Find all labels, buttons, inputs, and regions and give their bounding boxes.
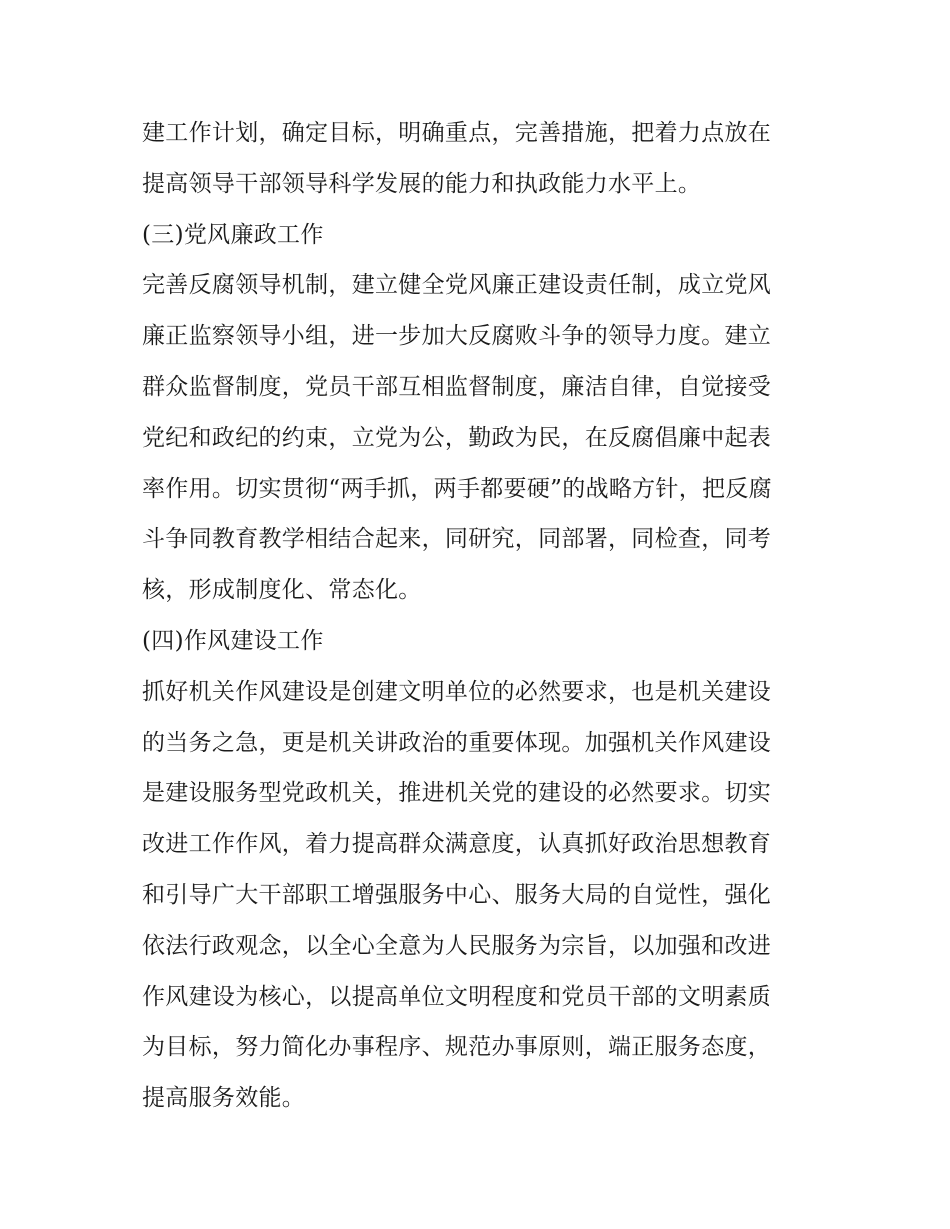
body-text-line: 提高服务效能。 — [142, 1085, 306, 1112]
section-heading-work-style: (四)作风建设工作 — [142, 627, 324, 654]
body-text-line: 群众监督制度，党员干部互相监督制度，廉洁自律，自觉接受 — [142, 373, 772, 400]
body-text-line: 是建设服务型党政机关，推进机关党的建设的必然要求。切实 — [142, 780, 772, 807]
body-text-line: 和引导广大干部职工增强服务中心、服务大局的自觉性，强化 — [142, 881, 772, 908]
body-text-line: 提高领导干部领导科学发展的能力和执政能力水平上。 — [142, 170, 702, 197]
body-text-line: 廉正监察领导小组，进一步加大反腐败斗争的领导力度。建立 — [142, 323, 772, 350]
body-text-line: 作风建设为核心，以提高单位文明程度和党员干部的文明素质 — [142, 983, 772, 1010]
body-text-line: 完善反腐领导机制，建立健全党风廉正建设责任制，成立党风 — [142, 272, 772, 299]
body-text-line: 改进工作作风，着力提高群众满意度，认真抓好政治思想教育 — [142, 831, 772, 858]
document-body — [142, 108, 822, 1124]
body-text-line: 依法行政观念，以全心全意为人民服务为宗旨，以加强和改进 — [142, 932, 772, 959]
body-text-line: 建工作计划，确定目标，明确重点，完善措施，把着力点放在 — [142, 120, 772, 146]
body-text-line: 为目标，努力简化办事程序、规范办事原则，端正服务态度， — [142, 1034, 772, 1061]
body-text-line: 党纪和政纪的约束，立党为公，勤政为民，在反腐倡廉中起表 — [142, 424, 772, 451]
body-text-line: 的当务之急，更是机关讲政治的重要体现。加强机关作风建设 — [142, 729, 772, 756]
body-text-line: 核，形成制度化、常态化。 — [142, 577, 422, 604]
section-heading-party-integrity: (三)党风廉政工作 — [142, 221, 324, 248]
body-text-line: 率作用。切实贯彻“两手抓，两手都要硬”的战略方针，把反腐 — [142, 475, 772, 502]
body-text-line: 斗争同教育教学相结合起来，同研究，同部署，同检查，同考 — [142, 526, 772, 553]
body-text-line: 抓好机关作风建设是创建文明单位的必然要求，也是机关建设 — [142, 678, 772, 705]
